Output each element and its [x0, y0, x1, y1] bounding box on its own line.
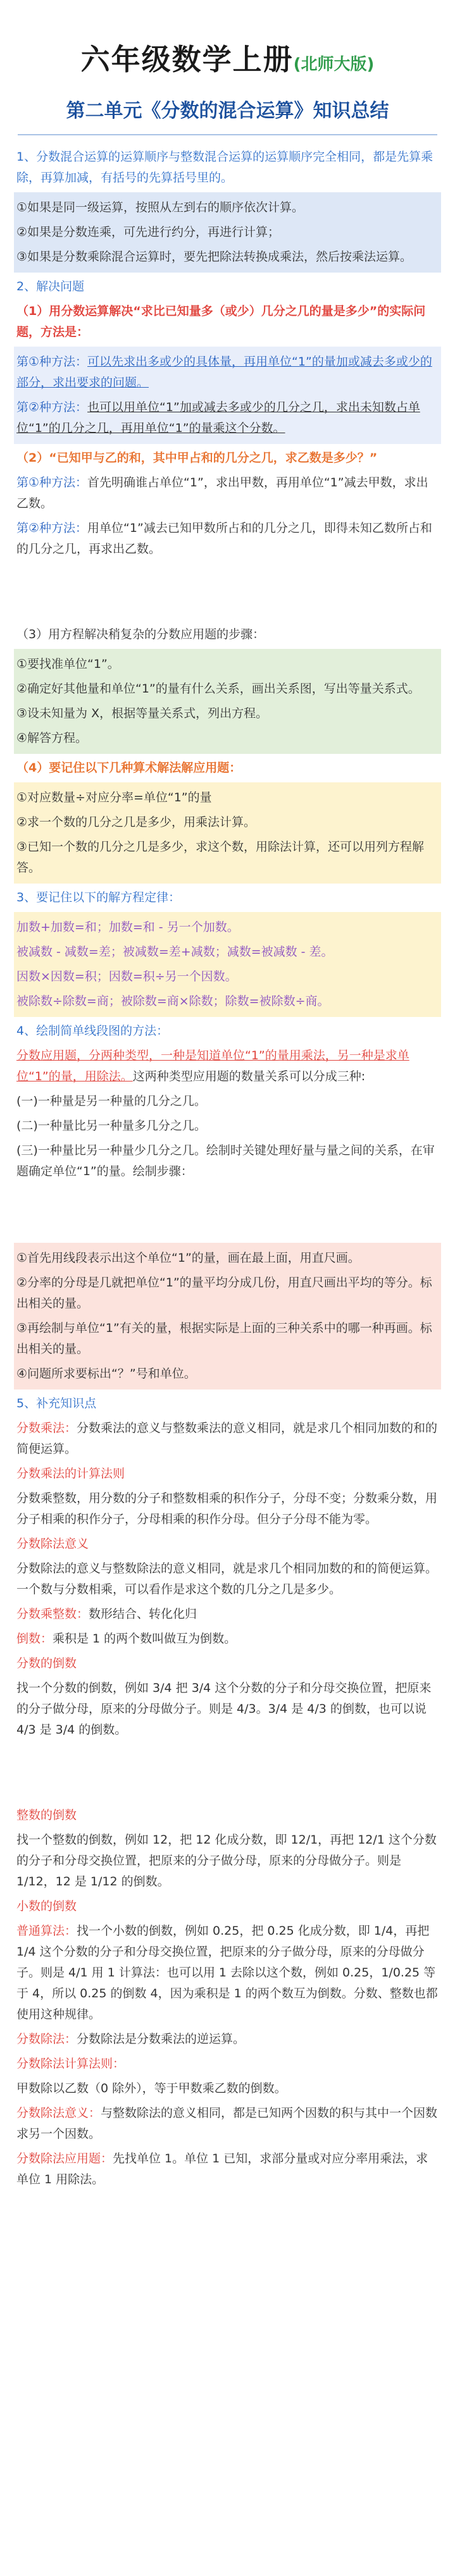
s8-fds-title: 分数的倒数 — [16, 1656, 77, 1670]
s8-fds-text: 找一个分数的倒数，例如 3/4 把 3/4 这个分数的分子和分母交换位置，把原来的分子做分母，原来的分母做分子。则是 4/3。3/4 是 4/3 的倒数，也可以说 4/3 是 3/4 的倒数。 — [16, 1681, 432, 1737]
s4-item-3: ③已知一个数的几分之几是多少，求这个数，用除法计算，还可以用列方程解答。 — [16, 840, 425, 875]
s9-fcy-label: 分数除法意义： — [16, 2106, 101, 2120]
title-edition-tag: (北师大版) — [293, 55, 375, 74]
s2-method-1-text: 可以先求出多或少的具体量，再用单位“1”的量加或减去多或少的部分，求出要求的问题。 — [16, 355, 432, 390]
s8-fm — [16, 1418, 439, 1460]
s2-method-n1-label: 第①种方法： — [16, 476, 88, 490]
s5-law-1: 加数+加数=和；加数=和 - 另一个加数。 — [16, 920, 239, 934]
s8-fm-text: 分数乘法的意义与整数乘法的意义相同，就是求几个相同加数的和的简便运算。 — [16, 1421, 438, 1456]
s9-fcy-text: 与整数除法的意义相同，都是已知两个因数的积与其中一个因数求另一个因数。 — [16, 2106, 438, 2141]
page-subtitle: 第二单元《分数的混合运算》知识总结 — [66, 100, 389, 122]
s8-fz-text: 数形结合、转化化归 — [89, 1607, 197, 1621]
s8-fm-label: 分数乘法： — [16, 1421, 77, 1435]
s9-fyy-label: 分数除法应用题： — [16, 2152, 113, 2166]
s1-rule-1: ①如果是同一级运算，按照从左到右的顺序依次计算。 — [16, 200, 304, 214]
s9-pt-label: 普通算法： — [16, 1924, 77, 1938]
s7-step-3: ③再绘制与单位“1”有关的量，根据实际是上面的三种关系中的哪一种再画。标出相关的量。 — [16, 1321, 432, 1356]
s1-rule-2: ②如果是分数连乘，可先进行约分，再进行计算； — [16, 225, 280, 239]
s9-zds-text: 找一个整数的倒数，例如 12，把 12 化成分数，即 12/1，再把 12/1 这个分数的分子和分母交换位置，把原来的分子做分母，原来的分母做分子。则是 1/12，12 是 1/12 的倒数。 — [16, 1833, 437, 1889]
s2-method-n1-text: 首先明确谁占单位“1”，求出甲数，再用单位“1”减去甲数，求出乙数。 — [16, 476, 428, 510]
title-text: 六年级数学上册 — [80, 42, 294, 77]
s9-zds-title: 整数的倒数 — [16, 1808, 77, 1822]
s8-fd-title: 分数除法意义 — [16, 1537, 89, 1551]
s4-item-1: ①对应数量÷对应分率=单位“1”的量 — [16, 791, 212, 804]
s3-step-2: ②确定好其他量和单位“1”的量有什么关系，画出关系图，写出等量关系式。 — [16, 682, 420, 696]
s3-step-3: ③设未知量为 X，根据等量关系式，列出方程。 — [16, 706, 268, 720]
s8-ds-label: 倒数： — [16, 1632, 53, 1646]
s6-title: 4、绘制简单线段图的方法： — [16, 1024, 169, 1038]
s6-rest: 这两种类型应用题的数量关系可以分成三种: — [132, 1069, 366, 1083]
s6-type-1: (一)一种量是另一种量的几分之几。 — [16, 1094, 206, 1108]
s2-method-n2-text: 用单位“1”减去已知甲数所占和的几分之几，即得未知乙数所占和的几分之几，再求出乙数。 — [16, 521, 432, 556]
s1-rules-box — [14, 192, 441, 273]
s9-fyy — [16, 2148, 439, 2190]
spacer — [16, 1186, 439, 1243]
s5-law-4: 被除数÷除数=商；被除数=商×除数；除数=被除数÷商。 — [16, 994, 330, 1008]
s9-fcy — [16, 2103, 439, 2145]
s2-method-n1 — [16, 472, 439, 514]
s2-method-1 — [16, 352, 439, 393]
s9-fcc-text: 分数除法是分数乘法的逆运算。 — [77, 2032, 246, 2046]
s2-title: 2、解决问题 — [16, 280, 85, 293]
s9-fyy-text: 先找单位 1。单位 1 已知，求部分量或对应分率用乘法，求单位 1 用除法。 — [16, 2152, 428, 2186]
s9-xds-title: 小数的倒数 — [16, 1899, 77, 1913]
s4-item-2: ②求一个数的几分之几是多少，用乘法计算。 — [16, 815, 256, 829]
page-title — [0, 37, 455, 78]
s5-title: 3、要记住以下的解方程定律： — [16, 891, 181, 904]
s7-step-4: ④问题所求要标出“？”号和单位。 — [16, 1367, 196, 1381]
s3-steps-box — [14, 649, 441, 754]
s8-fz-label: 分数乘整数： — [16, 1607, 89, 1621]
s8-ds — [16, 1629, 439, 1649]
s4-title: （4）要记住以下几种算术解法解应用题： — [16, 761, 242, 775]
s8-title: 5、补充知识点 — [16, 1396, 97, 1410]
s9-fcc-label: 分数除法： — [16, 2032, 77, 2046]
s2-method-n2 — [16, 518, 439, 560]
s6-paragraph — [16, 1045, 439, 1087]
s8-rule-text: 分数乘整数，用分数的分子和整数相乘的积作分子，分母不变；分数乘分数，用分子相乘的积作分子，分母相乘的积作分母。但分子分母不能为零。 — [16, 1491, 438, 1526]
s2-sub2: （2）“已知甲与乙的和，其中甲占和的几分之几，求乙数是多少？” — [16, 451, 378, 465]
spacer — [16, 1744, 439, 1801]
s3-step-1: ①要找准单位“1”。 — [16, 657, 120, 671]
s9-fcc — [16, 2029, 439, 2050]
s7-steps-box — [14, 1243, 441, 1390]
s2-method-2-text: 也可以用单位“1”加或减去多或少的几分之几，求出未知数占单位“1”的几分之几，再用单位“1”的量乘这个分数。 — [16, 400, 420, 435]
s3-title: （3）用方程解决稍复杂的分数应用题的步骤： — [16, 627, 265, 641]
s8-ds-text: 乘积是 1 的两个数叫做互为倒数。 — [53, 1632, 237, 1646]
s5-laws-box — [14, 912, 441, 1017]
s6-type-2: (二)一种量比另一种量多几分之几。 — [16, 1119, 206, 1133]
s8-rule-title: 分数乘法的计算法则 — [16, 1467, 125, 1481]
s5-law-2: 被减数 - 减数=差；被减数=差+减数；减数=被减数 - 差。 — [16, 945, 333, 959]
s2-method-2-label: 第②种方法： — [16, 400, 88, 414]
s5-law-3: 因数×因数=积；因数=积÷另一个因数。 — [16, 970, 237, 983]
s6-highlight: 分数应用题，分两种类型，一种是知道单位“1”的量用乘法，另一种是求单位“1”的量，用除法。 — [16, 1049, 409, 1083]
s2-methods-box — [14, 347, 441, 444]
s9-fcr-text: 甲数除以乙数（0 除外），等于甲数乘乙数的倒数。 — [16, 2081, 287, 2095]
s4-methods-box — [14, 782, 441, 884]
s9-fcr-title: 分数除法计算法则： — [16, 2057, 125, 2071]
s7-step-2: ②分率的分母是几就把单位“1”的量平均分成几份，用直尺画出平均的等分。标出相关的量。 — [16, 1276, 432, 1310]
s8-fz — [16, 1604, 439, 1625]
s1-rule-3: ③如果是分数乘除混合运算时，要先把除法转换成乘法，然后按乘法运算。 — [16, 250, 413, 264]
s8-fd-text: 分数除法的意义与整数除法的意义相同，就是求几个相同加数的和的简便运算。一个数与分数相乘，可以看作是求这个数的几分之几是多少。 — [16, 1562, 438, 1596]
s7-step-1: ①首先用线段表示出这个单位“1”的量，画在最上面，用直尺画。 — [16, 1251, 360, 1265]
s9-pt — [16, 1921, 439, 2025]
header — [0, 0, 455, 123]
s3-step-4: ④解答方程。 — [16, 731, 88, 745]
content — [0, 135, 455, 2190]
s9-pt-text: 找一个小数的倒数，例如 0.25，把 0.25 化成分数，即 1/4，再把 1/4 这个分数的分子和分母交换位置，把原来的分子做分母，原来的分母做分子。则是 4/1 用 1 计算法：也可以用 1 去除以这个数，例如 0.25，1/0.25 等于 4，所以 0.25 的倒数 4，因为乘积是 1 的两个数互为倒数。分数、整数也都使用这种规律。 — [16, 1924, 438, 2021]
s2-sub1: （1）用分数运算解决“求比已知量多（或少）几分之几的量是多少”的实际问题，方法是： — [16, 304, 426, 339]
s1-intro: 1、分数混合运算的运算顺序与整数混合运算的运算顺序完全相同，都是先算乘除，再算加减，有括号的先算括号里的。 — [16, 150, 433, 185]
s2-method-2 — [16, 397, 439, 439]
spacer — [16, 564, 439, 620]
s2-method-1-label: 第①种方法： — [16, 355, 88, 369]
s6-type-3: (三)一种量比另一种量少几分之几。绘制时关键处理好量与量之间的关系，在审题确定单位“1”的量。绘制步骤： — [16, 1143, 435, 1178]
s2-method-n2-label: 第②种方法： — [16, 521, 88, 535]
